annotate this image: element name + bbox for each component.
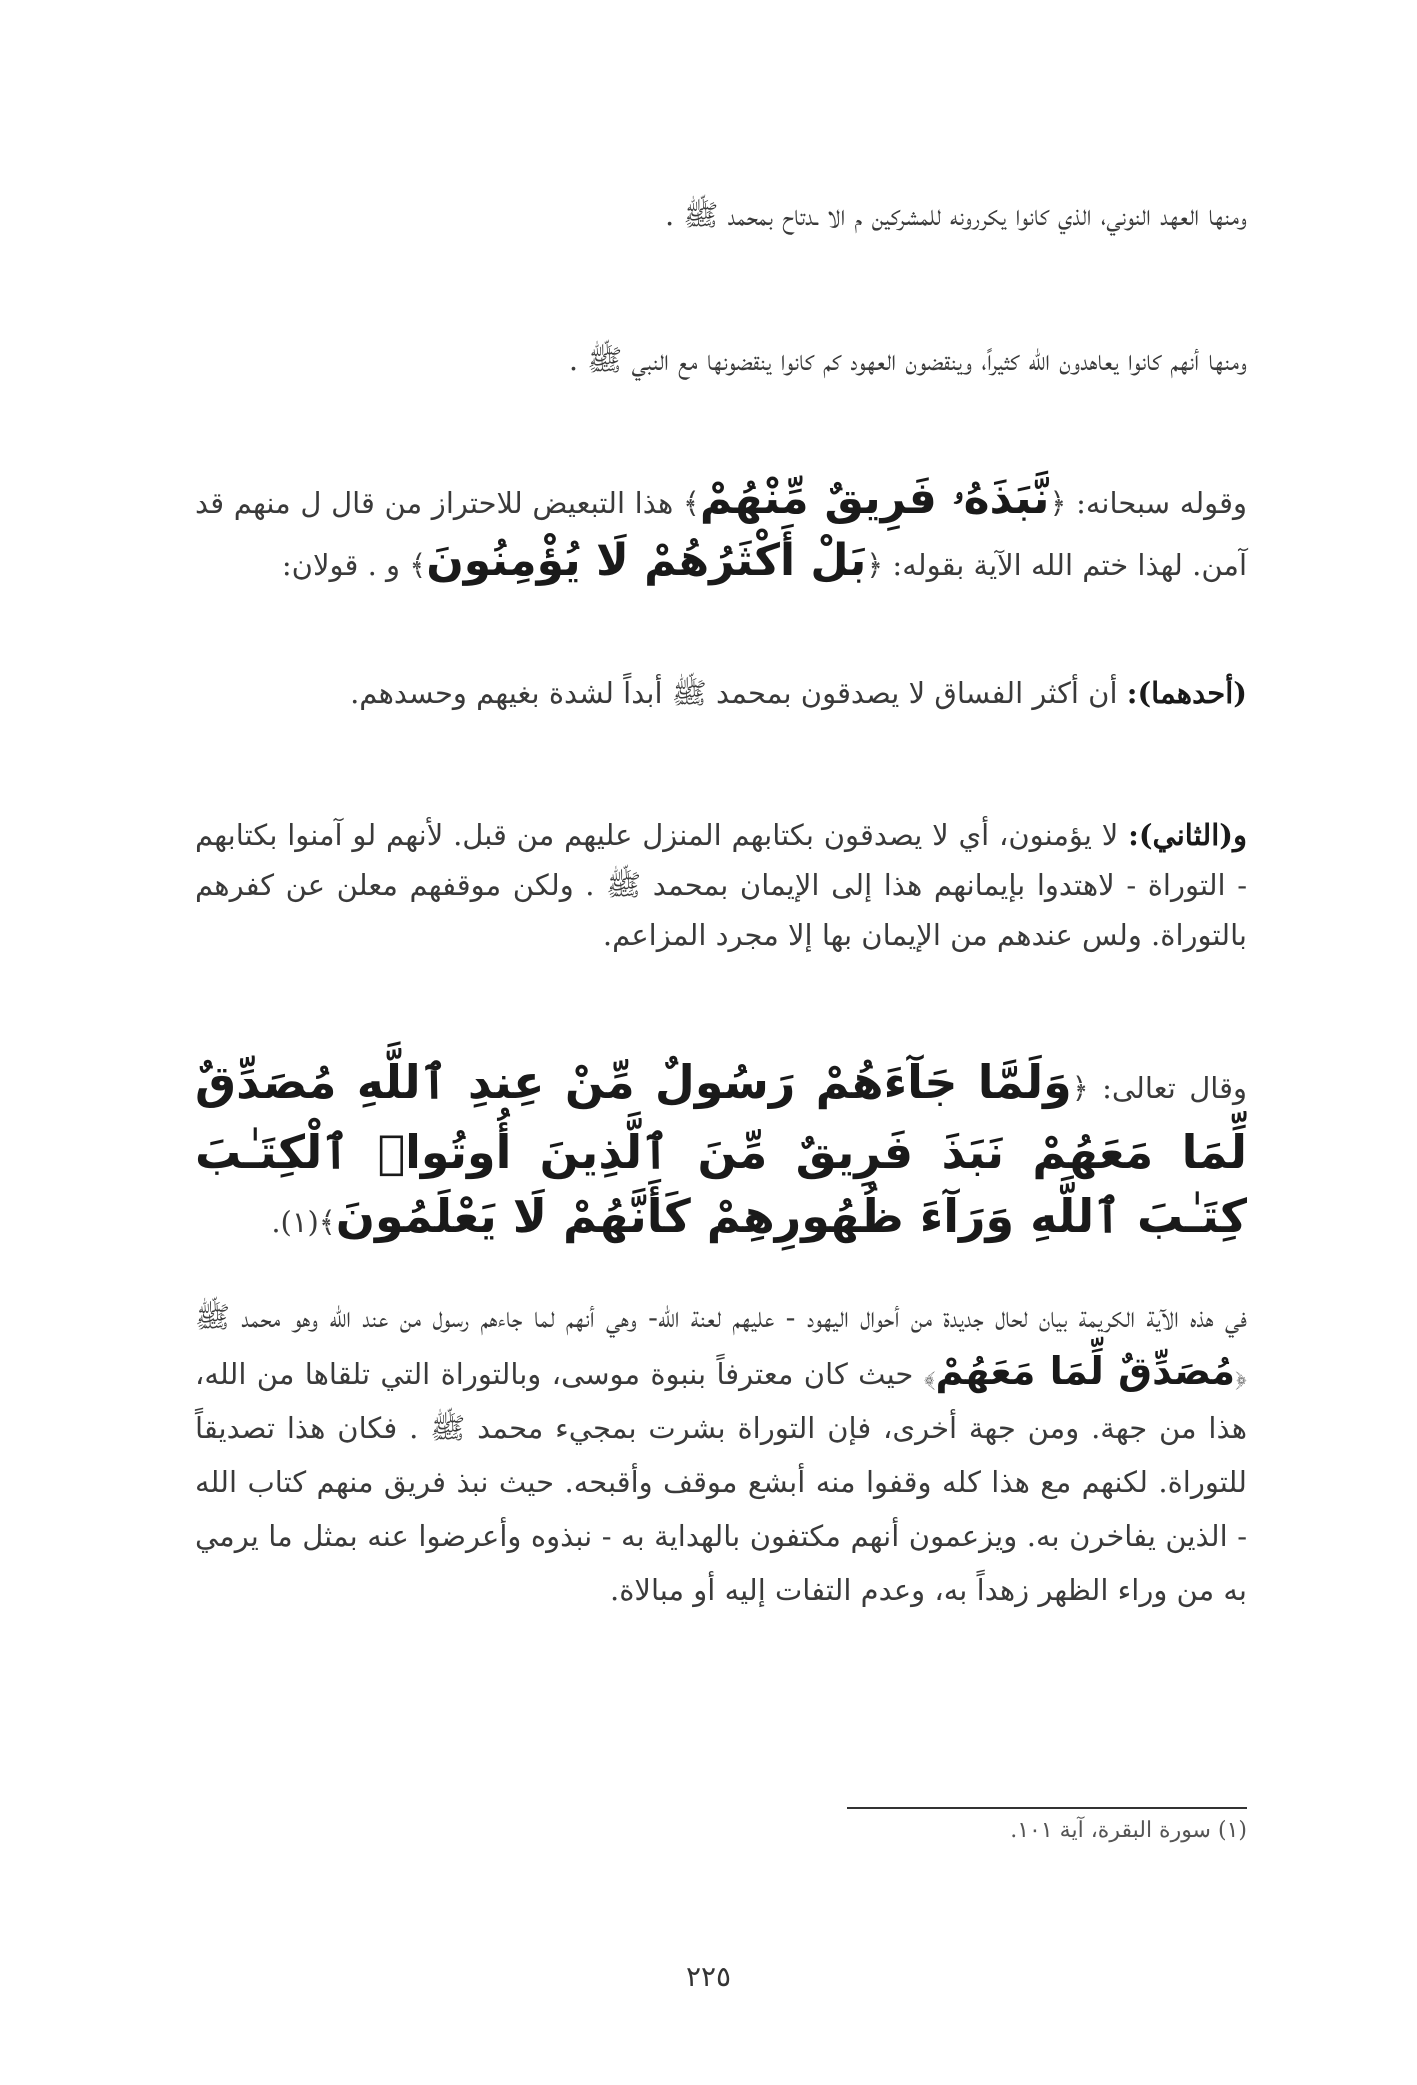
footnote-divider (847, 1807, 1247, 1809)
quran-verse-baqarah-101: وَلَمَّا جَآءَهُمْ رَسُولٌ مِّنْ عِندِ ٱللَّهِ مُصَدِّقٌ لِّمَا مَعَهُمْ نَبَذَ فَرِيقٌ مِّنَ ٱلَّذِينَ أُوتُوا۟ ٱلْكِتَـٰبَ كِتَـٰبَ ٱللَّهِ وَرَآءَ ظُهُورِهِمْ كَأَنَّهُمْ لَا يَعْلَمُونَ (195, 1055, 1247, 1243)
quran-quote-bal-aktharuhum: بَلْ أَكْثَرُهُمْ لَا يُؤْمِنُونَ (426, 535, 867, 586)
paragraph-3 (195, 470, 1247, 594)
paragraph-4-text (195, 668, 1247, 718)
paragraph-4 (195, 668, 1247, 718)
first-opinion-text: أن أكثر الفساق لا يصدقون بمحمد ﷺ أبداً لشدة بغيهم وحسدهم. (350, 676, 1127, 710)
paragraph-1 (195, 190, 1247, 240)
paragraph-7 (195, 1290, 1247, 1617)
quran-verse-text (195, 1050, 1247, 1254)
paragraph-3-middle: ﴾ هذا التبعيض للاحتراز من قال ل منهم قد آمن. لهذا ختم الله الآية بقوله: ﴿ (195, 486, 1247, 582)
paragraph-5 (195, 810, 1247, 960)
page-number: ٢٢٥ (685, 1960, 732, 1993)
paragraph-1-text: ومنها العهد النوني، الذي كانوا يكررونه للمشركين م الا ـدتاح بمحمد ﷺ . (664, 198, 1247, 232)
quran-verse-block (195, 1050, 1247, 1254)
paragraph-3-lead: وقوله سبحانه: ﴿ (1049, 486, 1248, 520)
paragraph-3-end: ﴾ و . قولان: (281, 548, 427, 582)
paragraph-7-lead: في هذه الآية الكريمة بيان لحال جديدة من أحوال اليهود - عليهم لعنة الله- وهي أنهم لما جاءهم رسول من عند الله وهو محمد ﷺ ﴿ (195, 1300, 1247, 1391)
quran-quote-musaddiq: مُصَدِّقٌ لِّمَا مَعَهُمْ (935, 1349, 1236, 1393)
paragraph-2 (195, 335, 1247, 385)
paragraph-7-rest: ﴾ حيث كان معترفاً بنبوة موسى، وبالتوراة التي تلقاها من الله، هذا من جهة. ومن جهة أخرى، فإن التوراة بشرت بمجيء محمد ﷺ . فكان هذا تصديقاً للتوراة. لكنهم مع هذا كله وقفوا منه أبشع موقف وأقبحه. حيث نبذ فريق منهم كتاب الله - الذين يفاخرن به. ويزعمون أنهم مكتفون بالهداية به - نبذوه وأعرضوا عنه بمثل ما يرمي به من وراء الظهر زهداً به، وعدم التفات إليه أو مبالاة. (195, 1357, 1247, 1607)
paragraph-3-text (195, 470, 1247, 594)
verse-end: ﴾(١). (271, 1205, 336, 1239)
paragraph-2-text: ومنها أنهم كانوا يعاهدون الله كثيراً، وينقضون العهود كم كانوا ينقضونها مع النبي ﷺ . (568, 343, 1247, 377)
second-opinion-label: و(الثاني): (1128, 818, 1247, 852)
quran-quote-nabadhahu: نَّبَذَهُۥ فَرِيقٌ مِّنْهُمْ (699, 473, 1050, 524)
verse-intro: وقال تعالى: ﴿ (1071, 1071, 1247, 1105)
paragraph-7-text (195, 1290, 1247, 1617)
second-opinion-text: لا يؤمنون، أي لا يصدقون بكتابهم المنزل عليهم من قبل. لأنهم لو آمنوا بكتابهم - التوراة - لاهتدوا بإيمانهم هذا إلى الإيمان بمحمد ﷺ . ولكن موقفهم معلن عن كفرهم بالتوراة. ولس عندهم من الإيمان بها إلا مجرد المزاعم. (195, 818, 1247, 952)
first-opinion-label: (أحدهما): (1126, 676, 1247, 710)
paragraph-5-text (195, 810, 1247, 960)
footnote: (١) سورة البقرة، آية ١٠١. (1010, 1818, 1247, 1843)
